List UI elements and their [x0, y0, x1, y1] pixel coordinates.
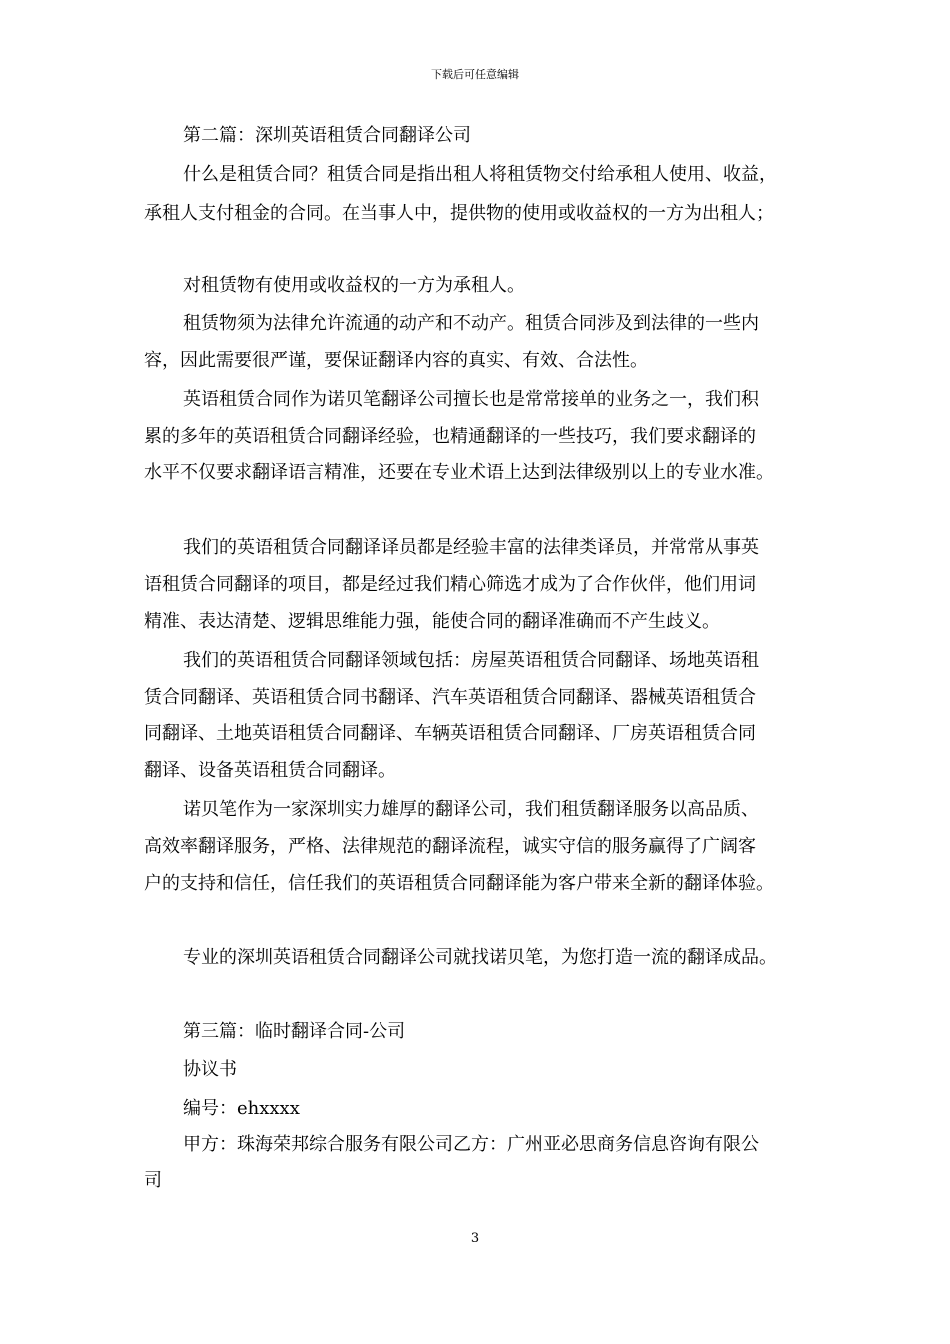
text-line: 容，因此需要很严谨，要保证翻译内容的真实、有效、合法性。: [144, 350, 648, 371]
text-line: 甲方：珠海荣邦综合服务有限公司乙方：广州亚必思商务信息咨询有限公: [183, 1134, 759, 1155]
text-line: 累的多年的英语租赁合同翻译经验，也精通翻译的一些技巧，我们要求翻译的: [144, 426, 756, 447]
text-line: 我们的英语租赁合同翻译译员都是经验丰富的法律类译员，并常常从事英: [183, 537, 759, 558]
page-header: 下载后可任意编辑: [431, 68, 519, 81]
page-number: 3: [470, 1231, 480, 1246]
text-line: 租赁物须为法律允许流通的动产和不动产。租赁合同涉及到法律的一些内: [183, 313, 759, 334]
text-line: 精准、表达清楚、逻辑思维能力强，能使合同的翻译准确而不产生歧义。: [144, 611, 720, 632]
text-line: 专业的深圳英语租赁合同翻译公司就找诺贝笔，为您打造一流的翻译成品。: [183, 947, 777, 968]
text-line: 户的支持和信任，信任我们的英语租赁合同翻译能为客户带来全新的翻译体验。: [144, 873, 774, 894]
text-line: 英语租赁合同作为诺贝笔翻译公司擅长也是常常接单的业务之一，我们积: [183, 389, 759, 410]
text-line: 承租人支付租金的合同。在当事人中，提供物的使用或收益权的一方为出租人；: [144, 203, 774, 224]
text-line: 协议书: [183, 1059, 237, 1080]
section-heading-3: 第三篇：临时翻译合同-公司: [183, 1021, 406, 1042]
section-heading-2: 第二篇：深圳英语租赁合同翻译公司: [183, 125, 471, 146]
text-line: 司: [144, 1170, 162, 1191]
text-line: 翻译、设备英语租赁合同翻译。: [144, 760, 396, 781]
text-line: 我们的英语租赁合同翻译领域包括：房屋英语租赁合同翻译、场地英语租: [183, 650, 759, 671]
text-line: 编号：ehxxxx: [183, 1098, 300, 1119]
text-line: 同翻译、土地英语租赁合同翻译、车辆英语租赁合同翻译、厂房英语租赁合同: [144, 723, 756, 744]
text-line: 什么是租赁合同？租赁合同是指出租人将租赁物交付给承租人使用、收益，: [183, 164, 777, 185]
text-line: 语租赁合同翻译的项目，都是经过我们精心筛选才成为了合作伙伴，他们用词: [144, 574, 756, 595]
text-line: 高效率翻译服务，严格、法律规范的翻译流程，诚实守信的服务赢得了广阔客: [144, 836, 756, 857]
text-line: 水平不仅要求翻译语言精准，还要在专业术语上达到法律级别以上的专业水准。: [144, 462, 774, 483]
text-line: 对租赁物有使用或收益权的一方为承租人。: [183, 275, 525, 296]
text-line: 诺贝笔作为一家深圳实力雄厚的翻译公司，我们租赁翻译服务以高品质、: [183, 799, 759, 820]
text-line: 赁合同翻译、英语租赁合同书翻译、汽车英语租赁合同翻译、器械英语租赁合: [144, 687, 756, 708]
